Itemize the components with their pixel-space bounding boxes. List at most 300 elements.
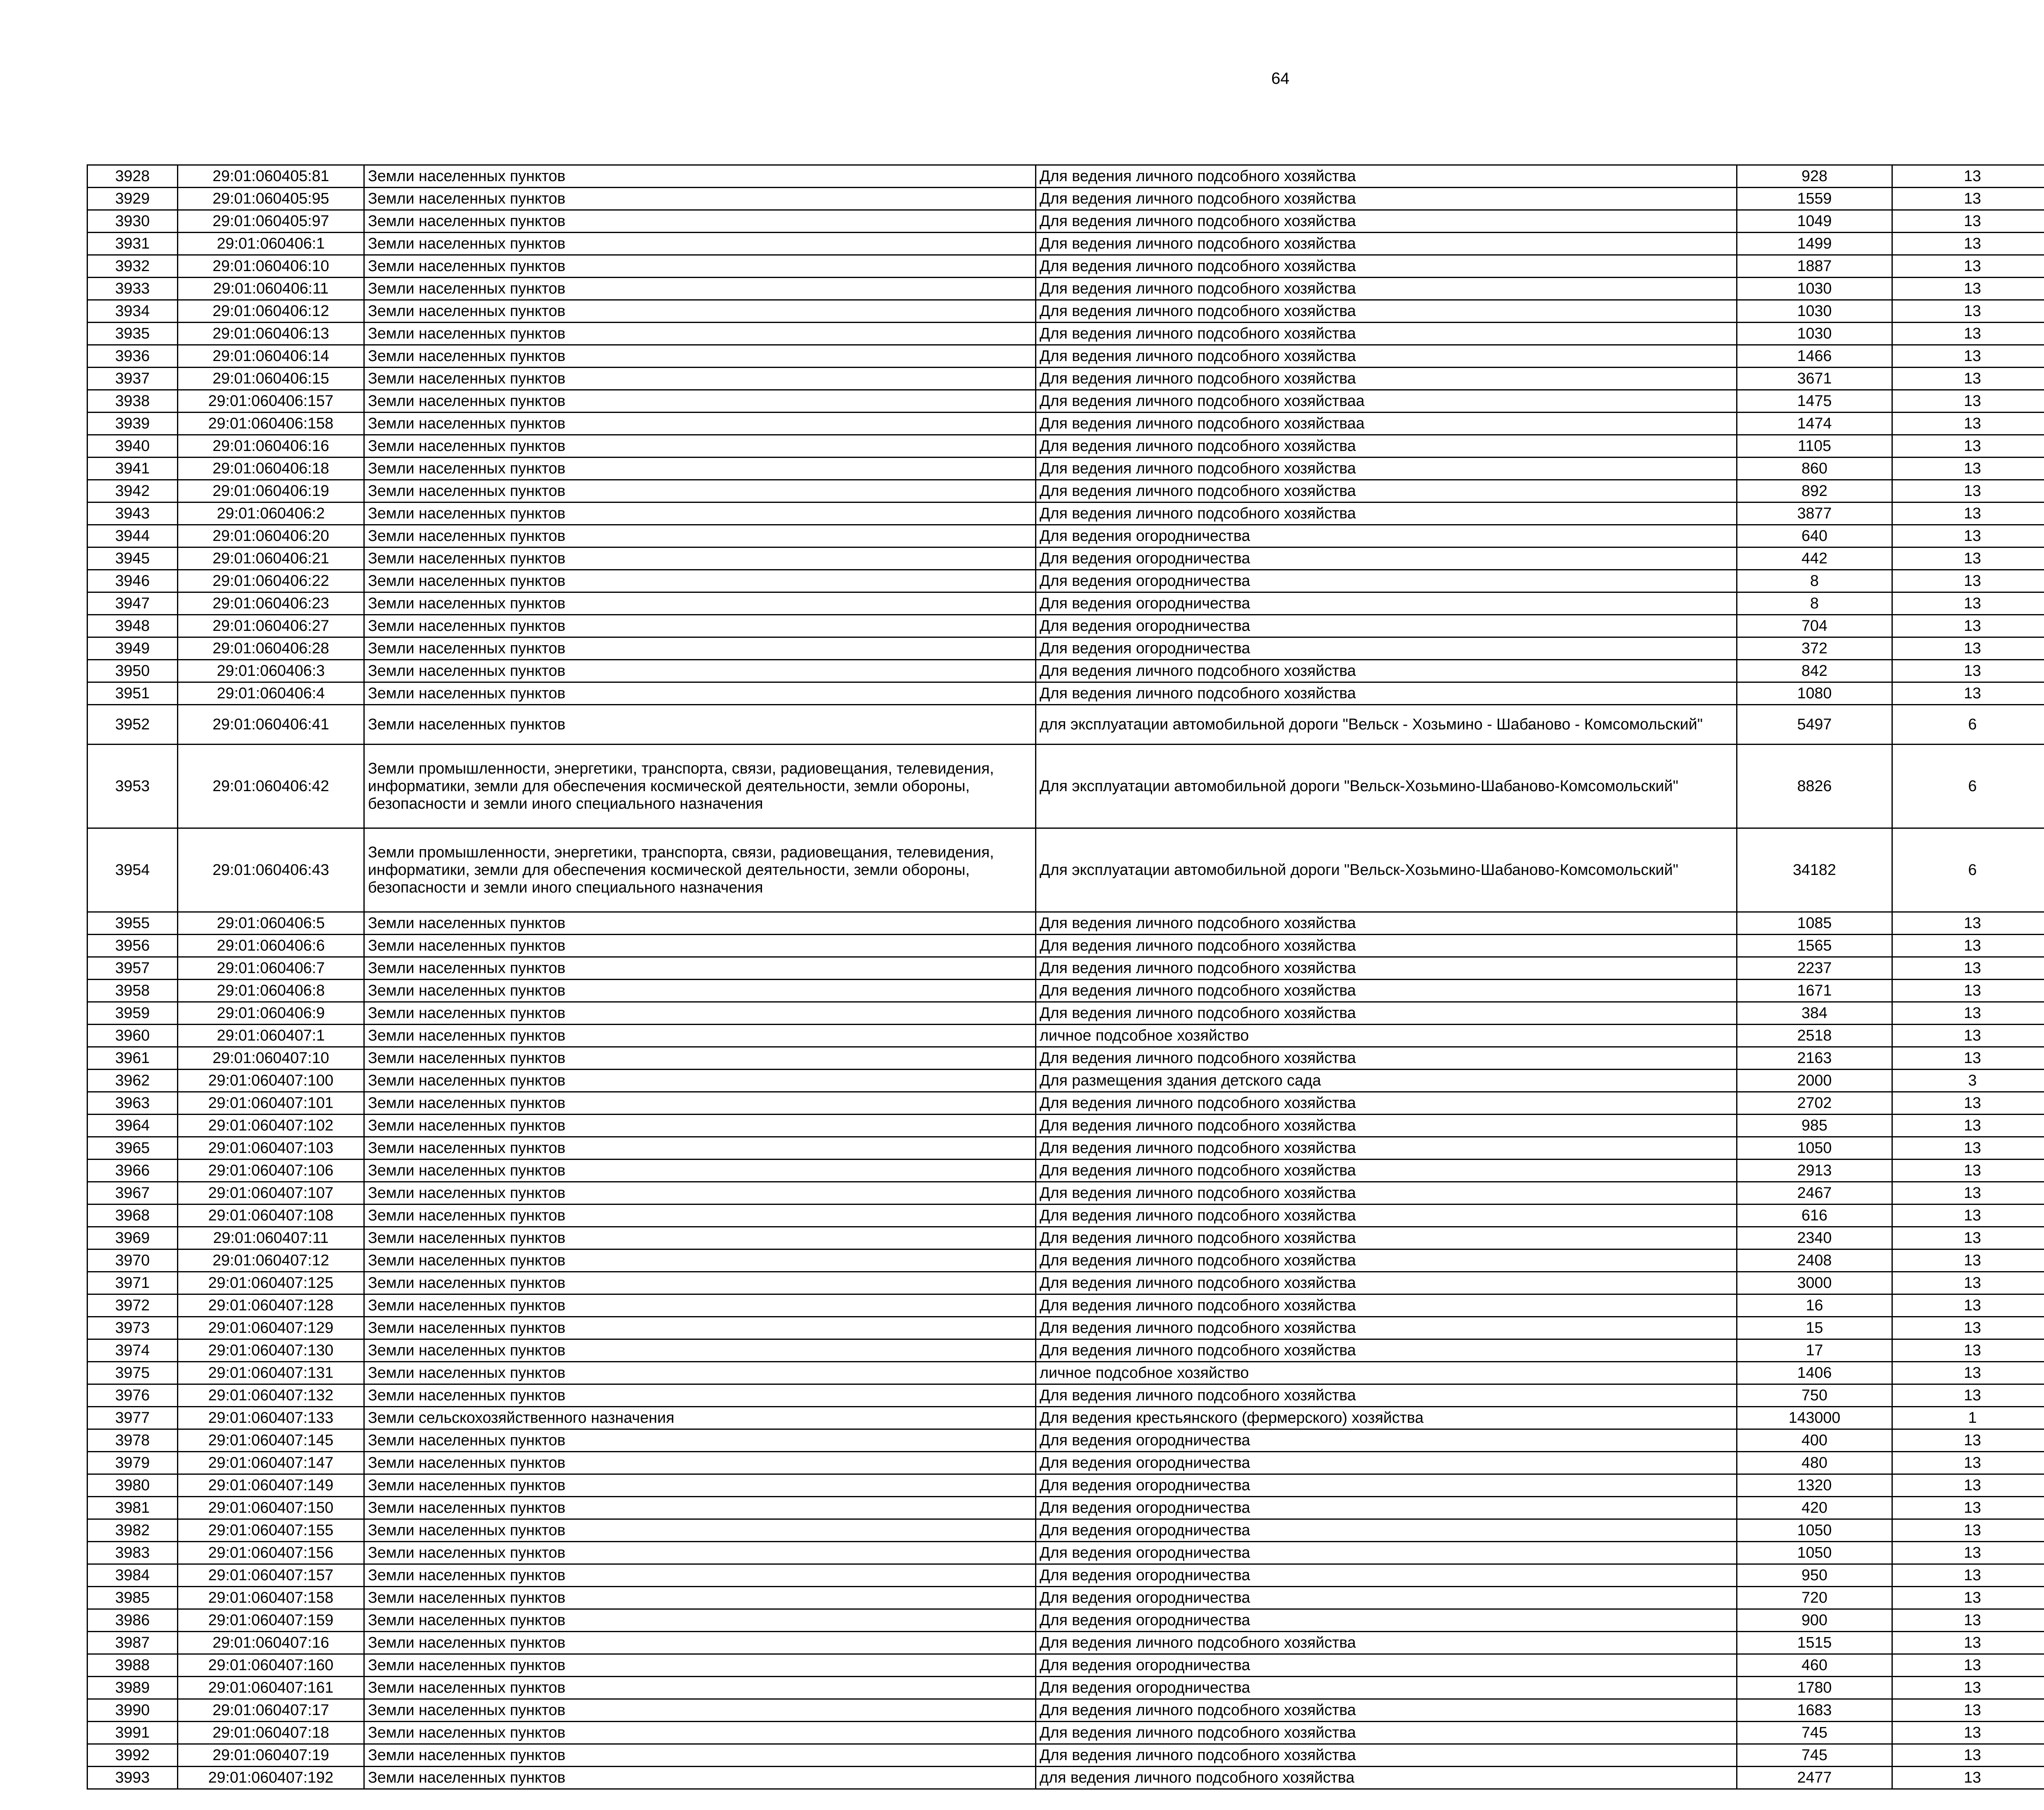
row-number-cell: 3930 — [87, 210, 178, 233]
permitted-use-cell: Для ведения огородничества — [1036, 547, 1737, 570]
row-number-cell: 3986 — [87, 1609, 178, 1632]
permitted-use-cell: Для ведения личного подсобного хозяйства — [1036, 957, 1737, 980]
group-cell: 13 — [1892, 1744, 2044, 1767]
permitted-use-cell: Для ведения огородничества — [1036, 1654, 1737, 1677]
land-category-cell: Земли населенных пунктов — [364, 165, 1036, 188]
table-row — [87, 1160, 2044, 1182]
permitted-use-cell: для эксплуатации автомобильной дороги "Вельск - Хозьмино - Шабаново - Комсомольский" — [1036, 705, 1737, 745]
cadastral-number-cell: 29:01:060406:3 — [178, 660, 364, 682]
area-cell: 2340 — [1737, 1227, 1892, 1249]
group-cell: 13 — [1892, 1452, 2044, 1474]
land-category-cell: Земли населенных пунктов — [364, 1362, 1036, 1384]
permitted-use-cell: Для ведения личного подсобного хозяйства — [1036, 682, 1737, 705]
land-category-cell: Земли населенных пунктов — [364, 1025, 1036, 1047]
permitted-use-cell: Для ведения личного подсобного хозяйства — [1036, 1294, 1737, 1317]
area-cell: 750 — [1737, 1384, 1892, 1407]
table-row — [87, 413, 2044, 435]
row-number-cell: 3940 — [87, 435, 178, 458]
cadastral-number-cell: 29:01:060407:147 — [178, 1452, 364, 1474]
cadastral-number-cell: 29:01:060407:129 — [178, 1317, 364, 1339]
cadastral-number-cell: 29:01:060407:128 — [178, 1294, 364, 1317]
permitted-use-cell: Для ведения огородничества — [1036, 637, 1737, 660]
land-category-cell: Земли населенных пунктов — [364, 1070, 1036, 1092]
permitted-use-cell: Для ведения личного подсобного хозяйства — [1036, 458, 1737, 480]
land-category-cell: Земли населенных пунктов — [364, 1744, 1036, 1767]
land-category-cell: Земли населенных пунктов — [364, 1497, 1036, 1519]
cadastral-number-cell: 29:01:060406:41 — [178, 705, 364, 745]
area-cell: 384 — [1737, 1002, 1892, 1025]
area-cell: 2518 — [1737, 1025, 1892, 1047]
group-cell: 13 — [1892, 278, 2044, 300]
table-row — [87, 1722, 2044, 1744]
area-cell: 5497 — [1737, 705, 1892, 745]
area-cell: 1475 — [1737, 390, 1892, 413]
area-cell: 860 — [1737, 458, 1892, 480]
row-number-cell: 3953 — [87, 745, 178, 828]
table-row — [87, 660, 2044, 682]
cadastral-number-cell: 29:01:060405:95 — [178, 188, 364, 210]
table-row — [87, 1429, 2044, 1452]
table-row — [87, 1474, 2044, 1497]
group-cell: 13 — [1892, 615, 2044, 637]
table-row — [87, 345, 2044, 368]
cadastral-number-cell: 29:01:060406:19 — [178, 480, 364, 502]
area-cell: 2913 — [1737, 1160, 1892, 1182]
area-cell: 1080 — [1737, 682, 1892, 705]
group-cell: 13 — [1892, 345, 2044, 368]
cadastral-number-cell: 29:01:060407:157 — [178, 1564, 364, 1587]
land-category-cell: Земли населенных пунктов — [364, 323, 1036, 345]
area-cell: 1050 — [1737, 1542, 1892, 1564]
cadastral-number-cell: 29:01:060406:42 — [178, 745, 364, 828]
area-cell: 1050 — [1737, 1519, 1892, 1542]
group-cell: 13 — [1892, 682, 2044, 705]
land-register-table — [87, 164, 2044, 1790]
land-category-cell: Земли населенных пунктов — [364, 435, 1036, 458]
cadastral-number-cell: 29:01:060407:10 — [178, 1047, 364, 1070]
area-cell: 892 — [1737, 480, 1892, 502]
row-number-cell: 3975 — [87, 1362, 178, 1384]
land-category-cell: Земли населенных пунктов — [364, 1429, 1036, 1452]
row-number-cell: 3979 — [87, 1452, 178, 1474]
permitted-use-cell: Для ведения личного подсобного хозяйства — [1036, 1632, 1737, 1654]
area-cell: 15 — [1737, 1317, 1892, 1339]
area-cell: 8826 — [1737, 745, 1892, 828]
row-number-cell: 3954 — [87, 828, 178, 912]
permitted-use-cell: Для ведения личного подсобного хозяйства — [1036, 300, 1737, 323]
table-row — [87, 1632, 2044, 1654]
group-cell: 13 — [1892, 1542, 2044, 1564]
group-cell: 13 — [1892, 1654, 2044, 1677]
row-number-cell: 3960 — [87, 1025, 178, 1047]
land-category-cell: Земли населенных пунктов — [364, 1474, 1036, 1497]
table-row — [87, 1047, 2044, 1070]
group-cell: 13 — [1892, 1384, 2044, 1407]
group-cell: 13 — [1892, 1699, 2044, 1722]
row-number-cell: 3958 — [87, 980, 178, 1002]
group-cell: 13 — [1892, 1587, 2044, 1609]
group-cell: 13 — [1892, 935, 2044, 957]
group-cell: 13 — [1892, 1092, 2044, 1115]
permitted-use-cell: Для ведения личного подсобного хозяйства — [1036, 1002, 1737, 1025]
permitted-use-cell: Для ведения огородничества — [1036, 1564, 1737, 1587]
group-cell: 13 — [1892, 1474, 2044, 1497]
row-number-cell: 3945 — [87, 547, 178, 570]
group-cell: 13 — [1892, 1115, 2044, 1137]
land-category-cell: Земли населенных пунктов — [364, 1182, 1036, 1204]
land-category-cell: Земли населенных пунктов — [364, 480, 1036, 502]
permitted-use-cell: Для ведения огородничества — [1036, 1609, 1737, 1632]
permitted-use-cell: Для ведения личного подсобного хозяйства — [1036, 165, 1737, 188]
cadastral-number-cell: 29:01:060407:131 — [178, 1362, 364, 1384]
permitted-use-cell: Для ведения личного подсобного хозяйства — [1036, 1699, 1737, 1722]
land-category-cell: Земли населенных пунктов — [364, 1115, 1036, 1137]
cadastral-number-cell: 29:01:060407:102 — [178, 1115, 364, 1137]
land-category-cell: Земли населенных пунктов — [364, 345, 1036, 368]
area-cell: 2467 — [1737, 1182, 1892, 1204]
table-row — [87, 435, 2044, 458]
permitted-use-cell: Для ведения личного подсобного хозяйства — [1036, 912, 1737, 935]
permitted-use-cell: Для ведения личного подсобного хозяйства — [1036, 1047, 1737, 1070]
cadastral-number-cell: 29:01:060407:130 — [178, 1339, 364, 1362]
land-category-cell: Земли населенных пунктов — [364, 570, 1036, 592]
group-cell: 13 — [1892, 413, 2044, 435]
group-cell: 13 — [1892, 368, 2044, 390]
area-cell: 3000 — [1737, 1272, 1892, 1294]
cadastral-number-cell: 29:01:060406:8 — [178, 980, 364, 1002]
land-category-cell: Земли населенных пунктов — [364, 502, 1036, 525]
area-cell: 1515 — [1737, 1632, 1892, 1654]
table-row — [87, 682, 2044, 705]
permitted-use-cell: личное подсобное хозяйство — [1036, 1362, 1737, 1384]
group-cell: 13 — [1892, 637, 2044, 660]
table-row — [87, 1519, 2044, 1542]
permitted-use-cell: Для ведения личного подсобного хозяйства — [1036, 1137, 1737, 1160]
land-category-cell: Земли населенных пунктов — [364, 1699, 1036, 1722]
land-category-cell: Земли населенных пунктов — [364, 278, 1036, 300]
area-cell: 442 — [1737, 547, 1892, 570]
group-cell: 13 — [1892, 458, 2044, 480]
cadastral-number-cell: 29:01:060406:1 — [178, 233, 364, 255]
area-cell: 480 — [1737, 1452, 1892, 1474]
area-cell: 842 — [1737, 660, 1892, 682]
group-cell: 13 — [1892, 210, 2044, 233]
permitted-use-cell: Для эксплуатации автомобильной дороги "Вельск-Хозьмино-Шабаново-Комсомольский" — [1036, 745, 1737, 828]
group-cell: 13 — [1892, 547, 2044, 570]
permitted-use-cell: Для ведения личного подсобного хозяйства — [1036, 980, 1737, 1002]
group-cell: 6 — [1892, 705, 2044, 745]
group-cell: 13 — [1892, 1564, 2044, 1587]
cadastral-number-cell: 29:01:060407:18 — [178, 1722, 364, 1744]
group-cell: 13 — [1892, 1137, 2044, 1160]
land-category-cell: Земли населенных пунктов — [364, 210, 1036, 233]
row-number-cell: 3935 — [87, 323, 178, 345]
area-cell: 400 — [1737, 1429, 1892, 1452]
row-number-cell: 3987 — [87, 1632, 178, 1654]
permitted-use-cell: Для ведения огородничества — [1036, 1474, 1737, 1497]
group-cell: 13 — [1892, 390, 2044, 413]
table-row — [87, 1070, 2044, 1092]
group-cell: 13 — [1892, 980, 2044, 1002]
row-number-cell: 3985 — [87, 1587, 178, 1609]
area-cell: 1683 — [1737, 1699, 1892, 1722]
cadastral-number-cell: 29:01:060407:155 — [178, 1519, 364, 1542]
permitted-use-cell: Для ведения личного подсобного хозяйства — [1036, 1227, 1737, 1249]
area-cell: 1474 — [1737, 413, 1892, 435]
area-cell: 1406 — [1737, 1362, 1892, 1384]
group-cell: 13 — [1892, 435, 2044, 458]
permitted-use-cell: Для ведения личного подсобного хозяйства — [1036, 1249, 1737, 1272]
permitted-use-cell: Для ведения личного подсобного хозяйства — [1036, 210, 1737, 233]
cadastral-number-cell: 29:01:060406:7 — [178, 957, 364, 980]
permitted-use-cell: Для размещения здания детского сада — [1036, 1070, 1737, 1092]
cadastral-number-cell: 29:01:060406:16 — [178, 435, 364, 458]
cadastral-number-cell: 29:01:060406:6 — [178, 935, 364, 957]
row-number-cell: 3981 — [87, 1497, 178, 1519]
permitted-use-cell: Для ведения личного подсобного хозяйства — [1036, 188, 1737, 210]
cadastral-number-cell: 29:01:060407:192 — [178, 1767, 364, 1789]
cadastral-number-cell: 29:01:060406:15 — [178, 368, 364, 390]
land-category-cell: Земли населенных пунктов — [364, 637, 1036, 660]
area-cell: 3671 — [1737, 368, 1892, 390]
group-cell: 13 — [1892, 1182, 2044, 1204]
table-row — [87, 1587, 2044, 1609]
permitted-use-cell: Для ведения крестьянского (фермерского) хозяйства — [1036, 1407, 1737, 1429]
permitted-use-cell: Для эксплуатации автомобильной дороги "Вельск-Хозьмино-Шабаново-Комсомольский" — [1036, 828, 1737, 912]
table-row — [87, 1564, 2044, 1587]
area-cell: 1030 — [1737, 300, 1892, 323]
land-category-cell: Земли населенных пунктов — [364, 980, 1036, 1002]
group-cell: 13 — [1892, 300, 2044, 323]
row-number-cell: 3967 — [87, 1182, 178, 1204]
group-cell: 13 — [1892, 1204, 2044, 1227]
cadastral-number-cell: 29:01:060406:10 — [178, 255, 364, 278]
group-cell: 13 — [1892, 480, 2044, 502]
row-number-cell: 3936 — [87, 345, 178, 368]
permitted-use-cell: Для ведения личного подсобного хозяйства — [1036, 660, 1737, 682]
group-cell: 13 — [1892, 1160, 2044, 1182]
area-cell: 2702 — [1737, 1092, 1892, 1115]
group-cell: 13 — [1892, 1677, 2044, 1699]
permitted-use-cell: Для ведения огородничества — [1036, 1452, 1737, 1474]
table-row — [87, 1115, 2044, 1137]
row-number-cell: 3932 — [87, 255, 178, 278]
permitted-use-cell: Для ведения личного подсобного хозяйства — [1036, 1182, 1737, 1204]
land-category-cell: Земли населенных пунктов — [364, 1542, 1036, 1564]
row-number-cell: 3933 — [87, 278, 178, 300]
row-number-cell: 3984 — [87, 1564, 178, 1587]
permitted-use-cell: Для ведения личного подсобного хозяйства — [1036, 278, 1737, 300]
area-cell: 616 — [1737, 1204, 1892, 1227]
group-cell: 13 — [1892, 1362, 2044, 1384]
group-cell: 13 — [1892, 1294, 2044, 1317]
group-cell: 6 — [1892, 828, 2044, 912]
cadastral-number-cell: 29:01:060406:12 — [178, 300, 364, 323]
row-number-cell: 3944 — [87, 525, 178, 547]
row-number-cell: 3993 — [87, 1767, 178, 1789]
permitted-use-cell: Для ведения личного подсобного хозяйства — [1036, 233, 1737, 255]
table-row — [87, 1249, 2044, 1272]
row-number-cell: 3951 — [87, 682, 178, 705]
area-cell: 34182 — [1737, 828, 1892, 912]
cadastral-number-cell: 29:01:060406:13 — [178, 323, 364, 345]
table-row — [87, 323, 2044, 345]
row-number-cell: 3949 — [87, 637, 178, 660]
group-cell: 13 — [1892, 912, 2044, 935]
cadastral-number-cell: 29:01:060407:125 — [178, 1272, 364, 1294]
area-cell: 2000 — [1737, 1070, 1892, 1092]
permitted-use-cell: Для ведения личного подсобного хозяйства — [1036, 1092, 1737, 1115]
row-number-cell: 3947 — [87, 592, 178, 615]
table-row — [87, 828, 2044, 912]
permitted-use-cell: Для ведения личного подсобного хозяйства — [1036, 1115, 1737, 1137]
row-number-cell: 3941 — [87, 458, 178, 480]
row-number-cell: 3970 — [87, 1249, 178, 1272]
land-category-cell: Земли населенных пунктов — [364, 592, 1036, 615]
cadastral-number-cell: 29:01:060406:158 — [178, 413, 364, 435]
row-number-cell: 3939 — [87, 413, 178, 435]
area-cell: 8 — [1737, 592, 1892, 615]
permitted-use-cell: Для ведения огородничества — [1036, 1519, 1737, 1542]
cadastral-number-cell: 29:01:060407:106 — [178, 1160, 364, 1182]
area-cell: 2237 — [1737, 957, 1892, 980]
area-cell: 1466 — [1737, 345, 1892, 368]
land-category-cell: Земли населенных пунктов — [364, 1564, 1036, 1587]
row-number-cell: 3929 — [87, 188, 178, 210]
permitted-use-cell: Для ведения личного подсобного хозяйства — [1036, 1160, 1737, 1182]
land-category-cell: Земли населенных пунктов — [364, 660, 1036, 682]
land-category-cell: Земли населенных пунктов — [364, 1272, 1036, 1294]
table-row — [87, 1497, 2044, 1519]
table-row — [87, 935, 2044, 957]
permitted-use-cell: Для ведения личного подсобного хозяйства — [1036, 323, 1737, 345]
cadastral-number-cell: 29:01:060407:159 — [178, 1609, 364, 1632]
table-row — [87, 1182, 2044, 1204]
table-row — [87, 1744, 2044, 1767]
table-row — [87, 525, 2044, 547]
area-cell: 745 — [1737, 1722, 1892, 1744]
area-cell: 1049 — [1737, 210, 1892, 233]
row-number-cell: 3991 — [87, 1722, 178, 1744]
group-cell: 13 — [1892, 188, 2044, 210]
table-row — [87, 547, 2044, 570]
row-number-cell: 3928 — [87, 165, 178, 188]
table-row — [87, 1384, 2044, 1407]
permitted-use-cell: Для ведения личного подсобного хозяйстваа — [1036, 390, 1737, 413]
row-number-cell: 3934 — [87, 300, 178, 323]
cadastral-number-cell: 29:01:060406:9 — [178, 1002, 364, 1025]
area-cell: 985 — [1737, 1115, 1892, 1137]
permitted-use-cell: Для ведения личного подсобного хозяйства — [1036, 1384, 1737, 1407]
land-category-cell: Земли населенных пунктов — [364, 1092, 1036, 1115]
row-number-cell: 3962 — [87, 1070, 178, 1092]
table-row — [87, 1339, 2044, 1362]
land-category-cell: Земли населенных пунктов — [364, 1249, 1036, 1272]
area-cell: 1030 — [1737, 323, 1892, 345]
permitted-use-cell: Для ведения огородничества — [1036, 1497, 1737, 1519]
land-category-cell: Земли промышленности, энергетики, транспорта, связи, радиовещания, телевидения, информатики, земли для обеспечения космической деятельности, земли обороны, безопасности и земли иного специального назначения — [364, 745, 1036, 828]
row-number-cell: 3961 — [87, 1047, 178, 1070]
land-category-cell: Земли населенных пунктов — [364, 1160, 1036, 1182]
cadastral-number-cell: 29:01:060407:156 — [178, 1542, 364, 1564]
permitted-use-cell: Для ведения огородничества — [1036, 525, 1737, 547]
land-category-cell: Земли населенных пунктов — [364, 413, 1036, 435]
table-row — [87, 1137, 2044, 1160]
permitted-use-cell: Для ведения огородничества — [1036, 1542, 1737, 1564]
area-cell: 372 — [1737, 637, 1892, 660]
land-category-cell: Земли населенных пунктов — [364, 1294, 1036, 1317]
cadastral-number-cell: 29:01:060407:103 — [178, 1137, 364, 1160]
group-cell: 13 — [1892, 1047, 2044, 1070]
permitted-use-cell: Для ведения личного подсобного хозяйства — [1036, 1272, 1737, 1294]
cadastral-number-cell: 29:01:060406:5 — [178, 912, 364, 935]
cadastral-number-cell: 29:01:060407:1 — [178, 1025, 364, 1047]
group-cell: 13 — [1892, 1429, 2044, 1452]
land-category-cell: Земли населенных пунктов — [364, 300, 1036, 323]
cadastral-number-cell: 29:01:060407:145 — [178, 1429, 364, 1452]
row-number-cell: 3980 — [87, 1474, 178, 1497]
cadastral-number-cell: 29:01:060407:17 — [178, 1699, 364, 1722]
cadastral-number-cell: 29:01:060407:160 — [178, 1654, 364, 1677]
land-category-cell: Земли населенных пунктов — [364, 1519, 1036, 1542]
table-row — [87, 912, 2044, 935]
cadastral-number-cell: 29:01:060406:18 — [178, 458, 364, 480]
row-number-cell: 3969 — [87, 1227, 178, 1249]
group-cell: 13 — [1892, 1497, 2044, 1519]
cadastral-number-cell: 29:01:060406:4 — [178, 682, 364, 705]
table-row — [87, 637, 2044, 660]
group-cell: 13 — [1892, 233, 2044, 255]
table-body — [87, 165, 2044, 1789]
row-number-cell: 3938 — [87, 390, 178, 413]
group-cell: 13 — [1892, 1002, 2044, 1025]
group-cell: 13 — [1892, 957, 2044, 980]
group-cell: 13 — [1892, 1249, 2044, 1272]
table-row — [87, 165, 2044, 188]
table-row — [87, 705, 2044, 745]
cadastral-number-cell: 29:01:060406:21 — [178, 547, 364, 570]
row-number-cell: 3964 — [87, 1115, 178, 1137]
cadastral-number-cell: 29:01:060407:19 — [178, 1744, 364, 1767]
permitted-use-cell: для ведения личного подсобного хозяйства — [1036, 1767, 1737, 1789]
cadastral-number-cell: 29:01:060406:11 — [178, 278, 364, 300]
area-cell: 460 — [1737, 1654, 1892, 1677]
row-number-cell: 3983 — [87, 1542, 178, 1564]
group-cell: 13 — [1892, 1609, 2044, 1632]
cadastral-number-cell: 29:01:060407:149 — [178, 1474, 364, 1497]
table-row — [87, 1227, 2044, 1249]
land-category-cell: Земли населенных пунктов — [364, 525, 1036, 547]
group-cell: 13 — [1892, 1025, 2044, 1047]
table-row — [87, 1654, 2044, 1677]
table-row — [87, 458, 2044, 480]
area-cell: 1780 — [1737, 1677, 1892, 1699]
table-row — [87, 615, 2044, 637]
cadastral-number-cell: 29:01:060406:14 — [178, 345, 364, 368]
cadastral-number-cell: 29:01:060406:27 — [178, 615, 364, 637]
area-cell: 704 — [1737, 615, 1892, 637]
area-cell: 8 — [1737, 570, 1892, 592]
cadastral-number-cell: 29:01:060406:20 — [178, 525, 364, 547]
row-number-cell: 3955 — [87, 912, 178, 935]
permitted-use-cell: Для ведения огородничества — [1036, 570, 1737, 592]
table-row — [87, 390, 2044, 413]
land-category-cell: Земли населенных пунктов — [364, 188, 1036, 210]
row-number-cell: 3972 — [87, 1294, 178, 1317]
area-cell: 2477 — [1737, 1767, 1892, 1789]
cadastral-number-cell: 29:01:060406:43 — [178, 828, 364, 912]
row-number-cell: 3968 — [87, 1204, 178, 1227]
